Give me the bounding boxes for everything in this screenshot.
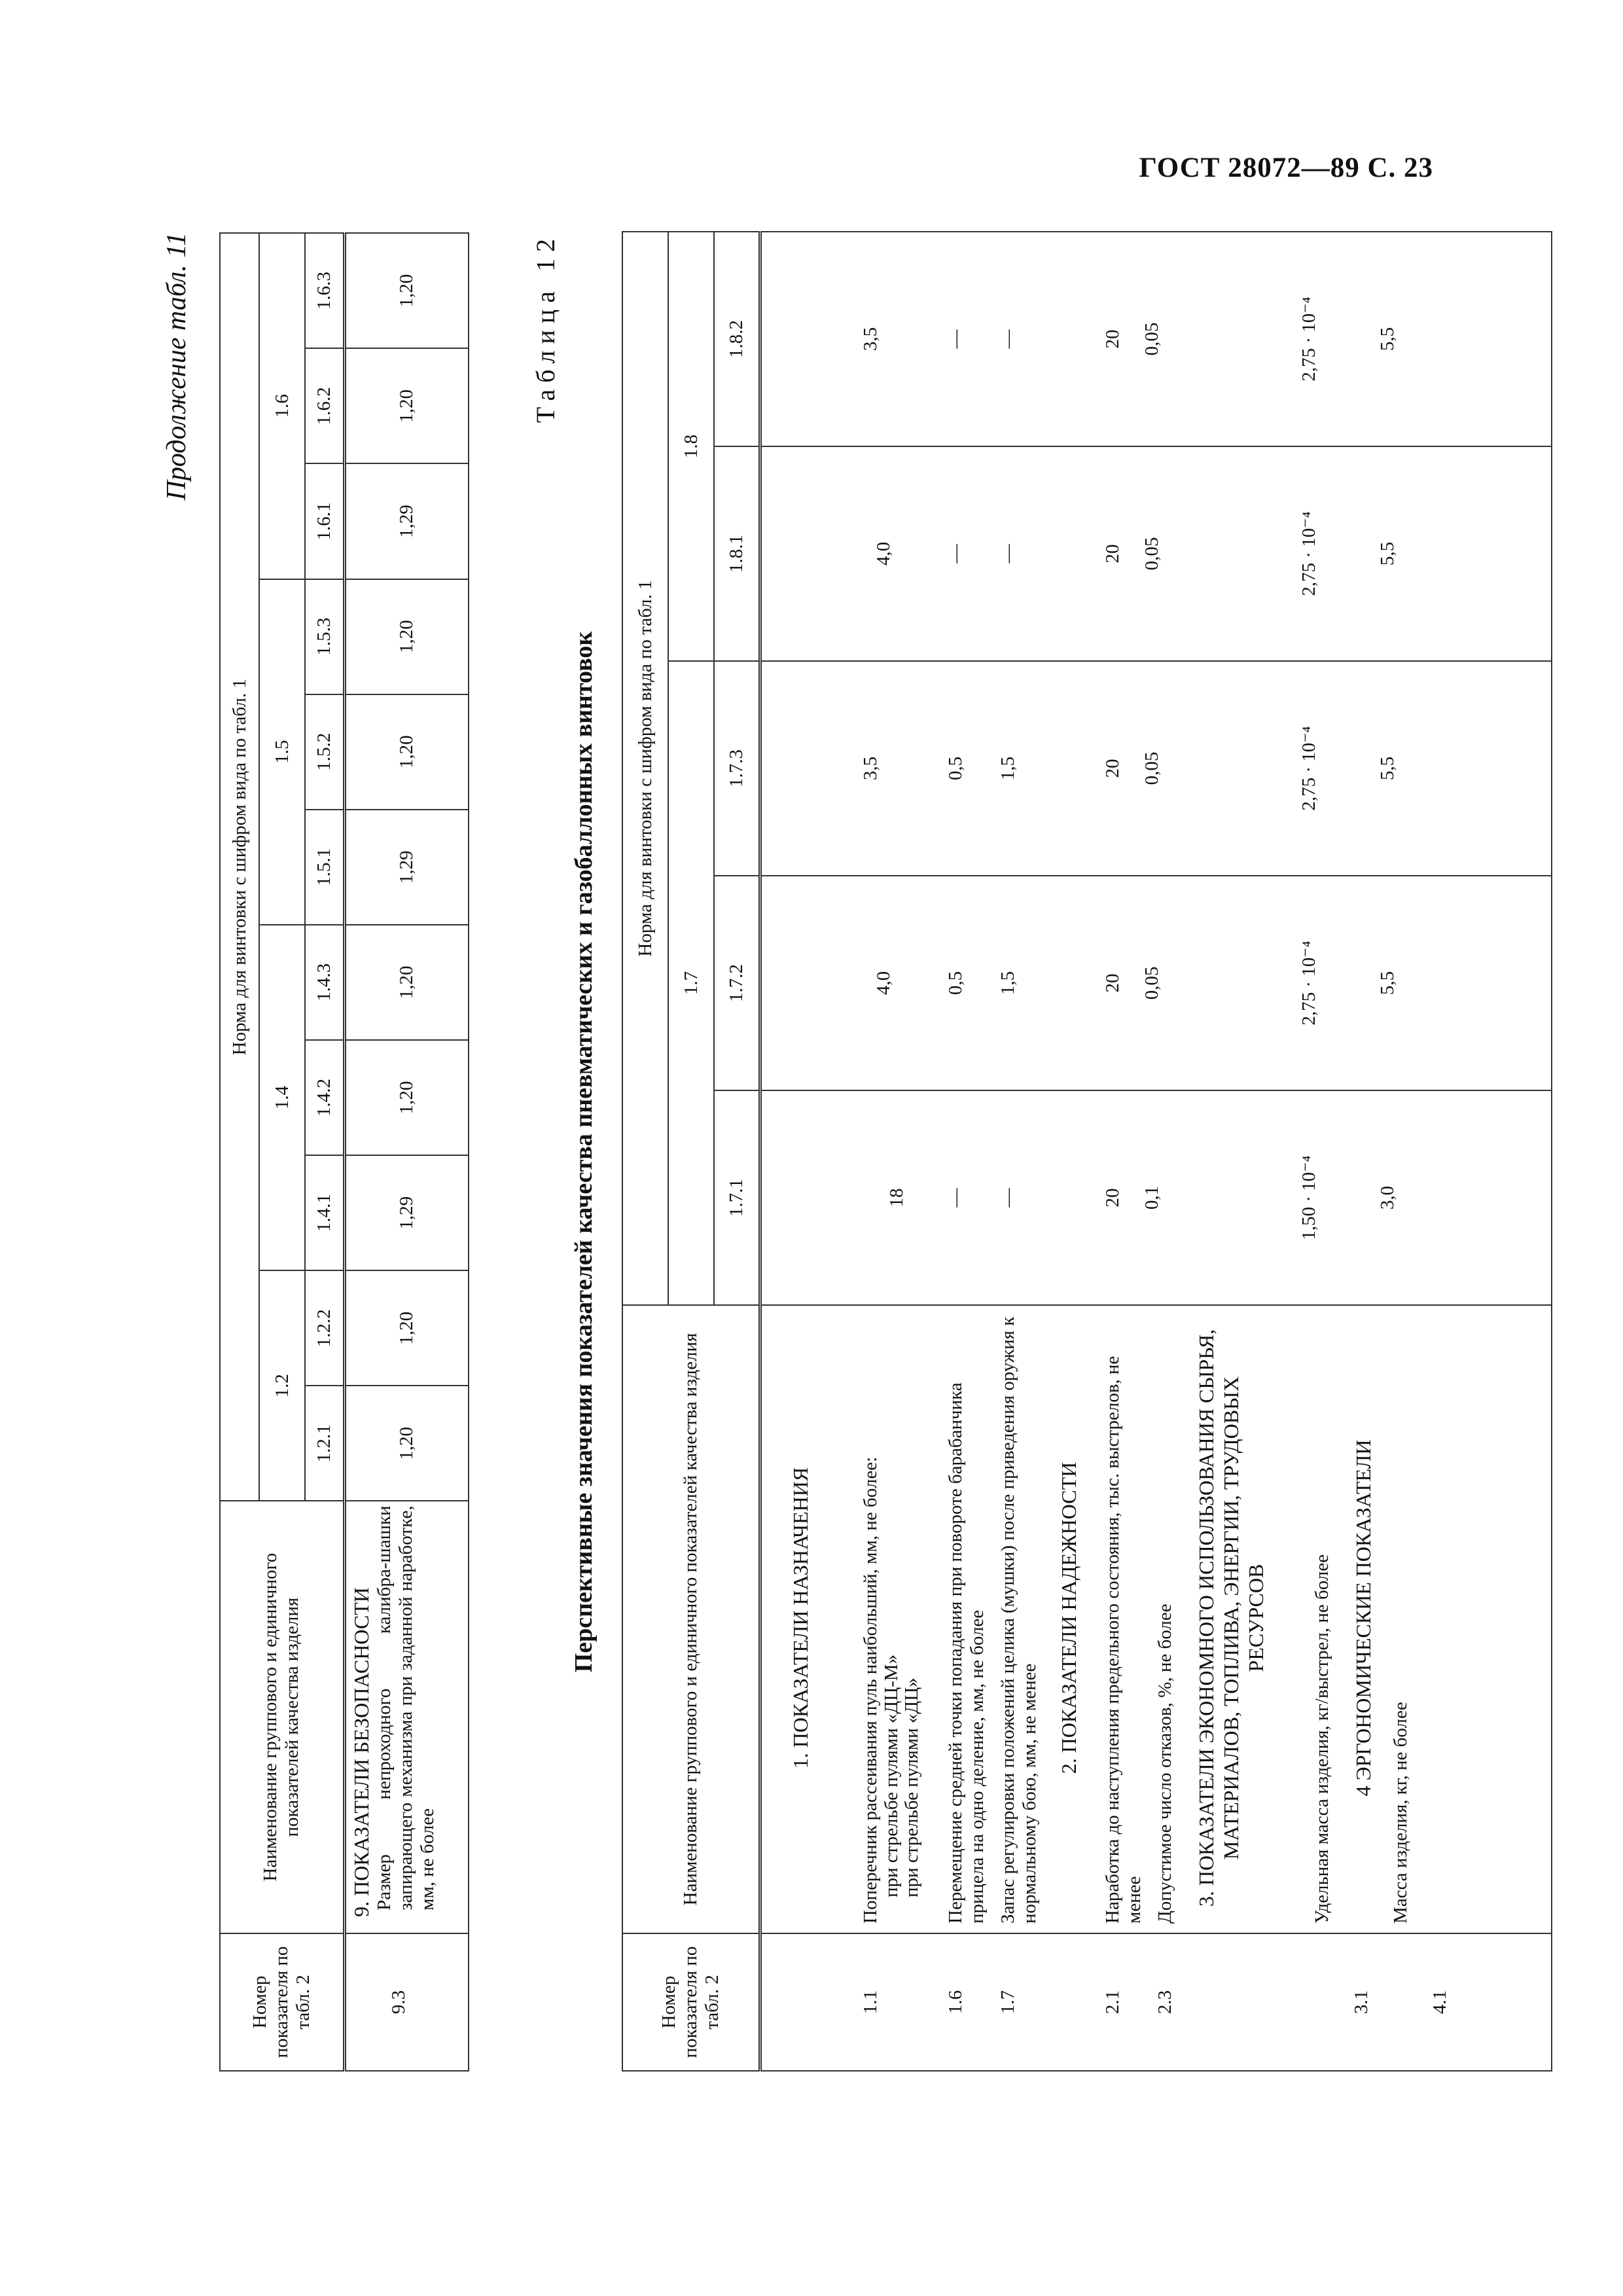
t11-subcol: 1.4.1: [305, 1155, 344, 1270]
t12-value: 0,5: [944, 971, 966, 996]
t11-norm-header: Норма для винтовки с шифром вида по табл. 1: [220, 233, 259, 1501]
t12-group: 1.7: [668, 661, 714, 1305]
t11-row-num: [344, 1933, 469, 2071]
t12-value: —: [997, 544, 1018, 564]
t12-subcol: 1.7.2: [714, 876, 760, 1090]
t12-value: 5,5: [1376, 541, 1398, 566]
t12-value: 1,50 · 10⁻⁴: [1298, 1155, 1319, 1240]
t12-value: 5,5: [1376, 327, 1398, 351]
t11-subcol: 1.6.2: [305, 348, 344, 463]
t11-group: 1.5: [259, 579, 305, 925]
t12-value: 4,0: [872, 971, 894, 996]
t12-value: 0,05: [1141, 322, 1162, 356]
t11-value: 1,20: [344, 694, 469, 810]
t12-sub-1-1-a: при стрельбе пулями «ДЦ-М»: [880, 1654, 902, 1897]
t12-value: 5,5: [1376, 971, 1398, 996]
t11-subcol: 1.4.3: [305, 925, 344, 1040]
t11-subcol: 1.6.3: [305, 233, 344, 348]
t12-value: 20: [1101, 973, 1123, 993]
t12-value: 18: [885, 1188, 907, 1208]
table-12: [622, 231, 1552, 2072]
t12-subcol: 1.8.2: [714, 232, 760, 446]
t11-value: 1,29: [344, 1155, 469, 1270]
t12-value: 20: [1101, 329, 1123, 349]
t11-value: 1,20: [344, 1270, 469, 1386]
t11-row93-name-cell: [344, 1501, 469, 1933]
t12-section-2: 2. ПОКАЗАТЕЛИ НАДЕЖНОСТИ: [1056, 1462, 1080, 1774]
t12-num-1-6: 1.6: [944, 1990, 966, 2015]
t11-subcol: 1.5.3: [305, 579, 344, 694]
t11-value: 1,29: [344, 463, 469, 579]
t12-num-2-3: 2.3: [1154, 1990, 1175, 2015]
t12-value: 1,5: [997, 756, 1018, 781]
t11-section-9: 9. ПОКАЗАТЕЛИ БЕЗОПАСНОСТИ: [349, 1587, 373, 1917]
t12-value-column-1-7-1: [760, 1090, 1552, 1305]
t12-value-column-1-8-2: [760, 232, 1552, 446]
t12-name-1-6: Перемещение средней точки попадания при повороте барабанчика прицела на одно деление, мм, не более: [944, 1382, 988, 1924]
t12-norm-header: Норма для винтовки с шифром вида по табл. 1: [622, 232, 668, 1305]
t12-value: —: [944, 1188, 966, 1208]
t12-value: 2,75 · 10⁻⁴: [1298, 941, 1319, 1026]
table-11: [219, 232, 469, 2072]
t11-group: 1.4: [259, 925, 305, 1270]
t11-group: 1.6: [259, 233, 305, 579]
t12-subcol: 1.7.1: [714, 1090, 760, 1305]
t12-num-1-1: 1.1: [859, 1990, 881, 2015]
t12-num-3-1: 3.1: [1350, 1990, 1372, 2015]
table12-title: Перспективные значения показателей качества пневматических и газобаллонных винтовок: [570, 631, 597, 1673]
t12-row-1-1: [860, 1312, 945, 1924]
t12-value-column-1-7-2: [760, 876, 1552, 1090]
t12-name-4-1: Масса изделия, кг, не более: [1389, 1702, 1411, 1924]
t12-section-3: 3. ПОКАЗАТЕЛИ ЭКОНОМНОГО ИСПОЛЬЗОВАНИЯ СЫРЬЯ, МАТЕРИАЛОВ, ТОПЛИВА, ЭНЕРГИИ, ТРУДОВЫХ РЕСУРСОВ: [1194, 1329, 1268, 1907]
t11-group: 1.2: [259, 1270, 305, 1501]
t12-value: —: [997, 1188, 1018, 1208]
t11-row93-num: 9.3: [387, 1990, 409, 2015]
t12-value: 0,1: [1141, 1185, 1162, 1210]
t12-value: 3,5: [859, 756, 881, 781]
t11-row93-name: Размер непроходного калибра-шашки запирающего механизма при заданной наработке, мм, не более: [373, 1505, 438, 1910]
t12-section-4: 4 ЭРГОНОМИЧЕСКИЕ ПОКАЗАТЕЛИ: [1351, 1439, 1375, 1797]
t12-name-2-1: Наработка до наступления предельного состояния, тыс. выстрелов, не менее: [1101, 1355, 1145, 1924]
t12-name-1-7: Запас регулировки положений целика (мушки) после приведения оружия к нормальному бою, мм, не менее: [997, 1316, 1040, 1924]
t11-value: 1,29: [344, 810, 469, 925]
t12-value: 0,05: [1141, 751, 1162, 785]
t11-subcol: 1.5.1: [305, 810, 344, 925]
t12-col-num-header: Номер показателя по табл. 2: [622, 1933, 760, 2071]
rotated-page-content: [151, 226, 1450, 2072]
t12-num-1-7: 1.7: [997, 1990, 1018, 2015]
t12-value: 0,05: [1141, 966, 1162, 1000]
t12-value: 0,05: [1141, 537, 1162, 571]
t12-subcol: 1.8.1: [714, 446, 760, 661]
t12-name-column: [760, 1305, 1552, 1933]
t12-value: 3,5: [859, 327, 881, 351]
t12-name-1-1: Поперечник рассеивания пуль наибольший, мм, не более:: [859, 1456, 881, 1924]
t12-value: —: [944, 329, 966, 349]
t11-col-name-header: Наименование группового и единичного показателей качества изделия: [220, 1501, 344, 1933]
t12-num-4-1: 4.1: [1429, 1990, 1450, 2015]
t12-num-2-1: 2.1: [1101, 1990, 1123, 2015]
t12-name-3-1: Удельная масса изделия, кг/выстрел, не более: [1311, 1554, 1332, 1924]
t12-subcol: 1.7.3: [714, 661, 760, 876]
t11-subcol: 1.2.2: [305, 1270, 344, 1386]
t12-value: 2,75 · 10⁻⁴: [1298, 726, 1319, 811]
t12-value: 2,75 · 10⁻⁴: [1298, 296, 1319, 382]
t11-subcol: 1.4.2: [305, 1040, 344, 1155]
t11-value: 1,20: [344, 233, 469, 348]
t12-value: 1,5: [997, 971, 1018, 996]
t11-subcol: 1.6.1: [305, 463, 344, 579]
t11-value: 1,20: [344, 579, 469, 694]
t12-name-2-3: Допустимое число отказов, %, не более: [1154, 1604, 1175, 1924]
t12-num-column: [760, 1933, 1552, 2071]
t12-value: —: [944, 544, 966, 564]
t12-value: 5,5: [1376, 756, 1398, 781]
t12-value: 20: [1101, 759, 1123, 778]
t11-subcol: 1.5.2: [305, 694, 344, 810]
t12-group: 1.8: [668, 232, 714, 661]
t12-value: 3,0: [1376, 1185, 1398, 1210]
t12-value: 4,0: [872, 541, 894, 566]
t11-col-num-header: Номер показателя по табл. 2: [220, 1933, 344, 2071]
t12-sub-1-1-b: при стрельбе пулями «ДЦ»: [901, 1677, 922, 1897]
t12-value: 0,5: [944, 756, 966, 781]
t12-value-column-1-8-1: [760, 446, 1552, 661]
t12-col-name-header: Наименование группового и единичного показателей качества изделия: [622, 1305, 760, 1933]
t12-value-column-1-7-3: [760, 661, 1552, 876]
t12-section-1: 1. ПОКАЗАТЕЛИ НАЗНАЧЕНИЯ: [788, 1467, 812, 1769]
t11-value: 1,20: [344, 1386, 469, 1501]
t11-value: 1,20: [344, 348, 469, 463]
page-header: ГОСТ 28072—89 С. 23: [1139, 152, 1433, 183]
t11-value: 1,20: [344, 925, 469, 1040]
table12-label: Таблица 12: [531, 232, 560, 423]
t12-value: 2,75 · 10⁻⁴: [1298, 511, 1319, 596]
t11-value: 1,20: [344, 1040, 469, 1155]
t12-value: 20: [1101, 544, 1123, 564]
t12-value: —: [997, 329, 1018, 349]
t12-value: 20: [1101, 1188, 1123, 1208]
table11-continuation-label: Продолжение табл. 11: [162, 232, 192, 501]
t11-subcol: 1.2.1: [305, 1386, 344, 1501]
